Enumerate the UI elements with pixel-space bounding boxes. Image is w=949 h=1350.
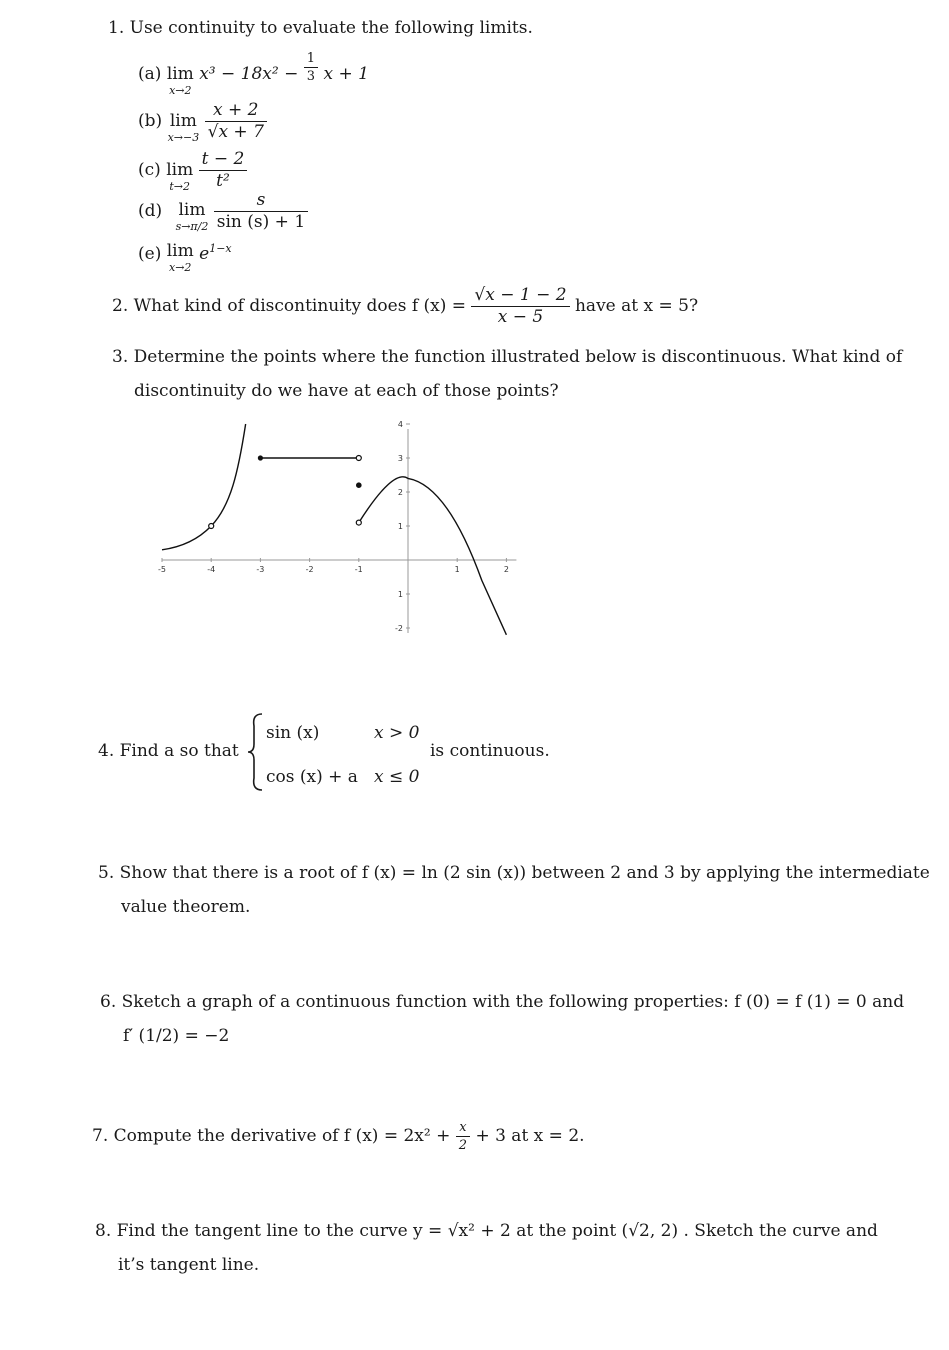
left-branch-curve — [162, 424, 246, 550]
y-tick-label: -2 — [395, 624, 403, 633]
x-tick-label: 1 — [454, 565, 460, 574]
problem-7-suffix: + 3 at x = 2. — [475, 1126, 585, 1146]
problem-1b: (b) lim x→−3 $\frac{x + 2}{√x + 7}$ — [138, 101, 267, 143]
y-tick-label: 1 — [397, 590, 403, 599]
problem-1-intro: 1. Use continuity to evaluate the following limits. — [108, 18, 533, 38]
problem-6-line1: 6. Sketch a graph of a continuous function with the following properties: f (0) = f (1) = 0 and — [100, 992, 905, 1012]
problem-1a-tail: x + 1 — [323, 64, 369, 84]
limit-operator: lim x→2 — [166, 241, 194, 274]
x-tick-label: -1 — [354, 565, 363, 574]
piecewise-row-2-cond: x ≤ 0 — [374, 767, 420, 787]
open-circle-point — [209, 524, 214, 529]
problem-1c: (c) lim t→2 $\frac{t - 2}{\text{t²}}$ — [138, 150, 247, 192]
y-tick-label: 4 — [397, 420, 403, 429]
problem-7 — [92, 1118, 585, 1152]
x-tick-label: -3 — [256, 565, 265, 574]
right-branch-curve — [359, 477, 507, 635]
fraction-x-over-2: $\frac{x}{2}$ — [456, 1121, 470, 1152]
problem-2 — [112, 286, 698, 326]
piecewise-row-1-expr: sin (x) — [266, 723, 320, 743]
problem-1d: (d) lim s→π/2 $\frac{s}{\sin (s) + 1}$ — [138, 192, 308, 232]
y-tick-label: 3 — [397, 454, 403, 463]
problem-4-suffix: is continuous. — [430, 741, 550, 761]
x-tick-label: 2 — [503, 565, 509, 574]
y-tick-label: 2 — [397, 488, 403, 497]
problem-3-line1: 3. Determine the points where the function illustrated below is discontinuous. What kind of — [112, 347, 903, 367]
problem-8-line1: 8. Find the tangent line to the curve y = √x² + 2 at the point (√2, 2) . Sketch the curve and — [95, 1221, 878, 1241]
problem-1a — [138, 51, 369, 97]
x-tick-label: -5 — [158, 565, 166, 574]
limit-operator: lim s→π/2 — [175, 200, 209, 233]
piecewise-row-1-cond: x > 0 — [374, 723, 420, 743]
problem-4-prefix: 4. Find a so that — [98, 741, 239, 761]
problem-2-prefix: 2. What kind of discontinuity does f (x) = — [112, 296, 467, 316]
problem-6-line2: f′ (1/2) = −2 — [123, 1026, 230, 1046]
closed-circle-point — [258, 455, 263, 460]
problem-7-prefix: 7. Compute the derivative of f (x) = 2x² + — [92, 1126, 451, 1146]
problem-3-line2: discontinuity do we have at each of those points? — [134, 381, 559, 401]
isolated-point — [356, 482, 362, 488]
problem-1a-label: (a) — [138, 64, 162, 84]
problem-8-line2: it’s tangent line. — [118, 1255, 260, 1275]
open-circle-point — [356, 520, 361, 525]
problem-1b-fraction: $\frac{x + 2}{√x + 7}$ — [205, 102, 267, 141]
y-tick-label: 1 — [397, 522, 403, 531]
left-brace — [246, 712, 266, 792]
problem-5-line2: value theorem. — [121, 897, 251, 917]
open-circle-point — [356, 456, 361, 461]
x-tick-label: -2 — [305, 565, 314, 574]
fraction-one-third: $\frac{1}{3}$ — [304, 52, 318, 83]
piecewise-row-2-expr: cos (x) + a — [266, 767, 358, 787]
problem-1e: (e) lim x→2 $e^{1-x}$ — [138, 241, 232, 274]
problem-2-fraction: $\frac{√x - 1 - 2}{x - 5}$ — [471, 287, 569, 326]
problem-1d-fraction: $\frac{s}{\sin (s) + 1}$ — [214, 192, 308, 231]
problem-1c-fraction: $\frac{t - 2}{\text{t²}}$ — [199, 151, 248, 190]
limit-operator: lim x→−3 — [167, 111, 200, 144]
problem-2-suffix: have at x = 5? — [574, 296, 699, 316]
problem-1a-expr: x³ − 18x² − — [199, 64, 304, 84]
limit-operator: lim t→2 — [166, 160, 194, 193]
problem-5-line1: 5. Show that there is a root of f (x) = ln (2 sin (x)) between 2 and 3 by applying the intermediate — [98, 863, 930, 883]
x-tick-label: -4 — [207, 565, 216, 574]
discontinuity-graph — [0, 405, 949, 645]
limit-operator: lim x→2 — [166, 64, 194, 97]
